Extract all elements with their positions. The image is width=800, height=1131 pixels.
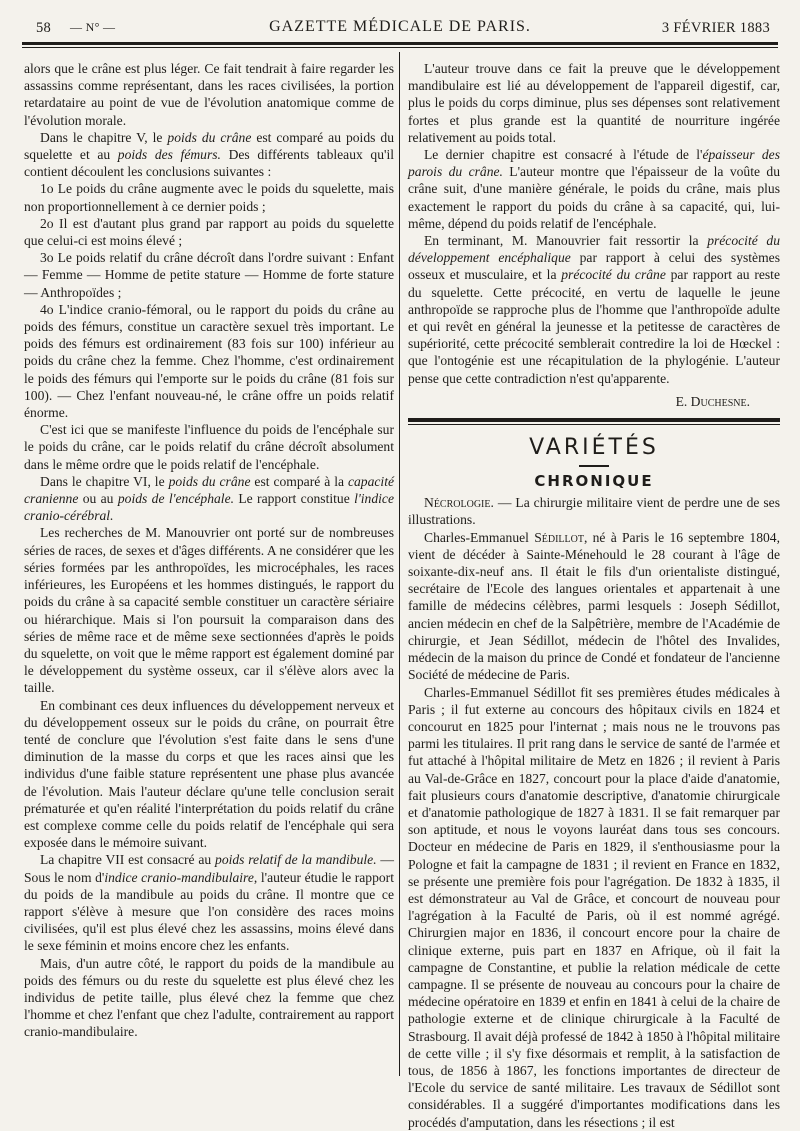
paragraph: En terminant, M. Manouvrier fait ressortir la précocité du développement encéphalique par rapport à celui des systèmes osseux et musculaire, et la précocité du crâne par rapport au reste du squelette. Cette précocité, en vertu de laquelle le jeune anthropoïde se rapproche plus de l'homme que l'anthropoïde adulte et qui revêt en général la jeunesse et la petitesse de caractères de supériorité, cette précocité semblerait contredire la loi de Hœckel : que l'ontogénie est une récapitulation de la phylogénie. L'auteur pense que cette contradiction n'est qu'apparente.	[408, 233, 780, 386]
paragraph: C'est ici que se manifeste l'influence du poids de l'encéphale sur le poids du crâne, car le poids relatif du crâne décroît absolument dans le même ordre que le poids relatif de l'encéphale.	[24, 422, 394, 472]
author-signature: E. Duchesne.	[675, 393, 750, 409]
title-underline	[579, 465, 609, 467]
issue-date: 3 FÉVRIER 1883	[661, 20, 770, 36]
list-item: 4o L'indice cranio-fémoral, ou le rapport du poids du crâne au poids des fémurs, constitue un caractère sexuel très important. Le poids des fémurs est ordinairement (83 fois sur 100) inférieur au poids du crâne chez la femme. Chez l'homme, c'est ordinairement le poids des fémurs qui l'emporte sur le poids du crâne (81 fois sur 100). — Chez l'enfant nouveau-né, le crâne offre un poids relatif énorme.	[24, 301, 394, 421]
paragraph: En combinant ces deux influences du développement nerveux et du développement osseux sur le poids du crâne, on pourrait être tenté de conclure que l'évolution s'est faite dans le sens d'une diminution de la masse du corps et que les races ainsi que les individus d'une faible stature représentent une phase plus avancée de l'évolution. Mais l'auteur déclare qu'une telle conclusion serait prématurée et qu'en réalité l'interprétation du poids relatif du crâne est complexe comme celle du poids relatif de l'encéphale qui sera exposée dans le mémoire suivant.	[24, 697, 394, 851]
paragraph: Nécrologie. — La chirurgie militaire vient de perdre une de ses illustrations.	[408, 495, 780, 528]
paragraph: Le dernier chapitre est consacré à l'étude de l'épaisseur des parois du crâne. L'auteur montre que l'épaisseur de la voûte du crâne suit, d'une manière générale, le poids du crâne, mais plus exactement le rapport du poids du crâne à sa capacité, qui, lui-même, dépend du poids relatif de l'encéphale.	[408, 147, 781, 231]
list-item: 3o Le poids relatif du crâne décroît dans l'ordre suivant : Enfant — Femme — Homme de petite stature — Homme de forte stature — Anthropoïdes ;	[24, 250, 394, 300]
paragraph: Mais, d'un autre côté, le rapport du poids de la mandibule au poids des fémurs ou du reste du squelette est plus élevé chez les individus de petite taille, plus élevé chez la femme que chez l'homme et chez l'enfant que chez l'adulte, contrairement au rapport cranio-mandibulaire.	[24, 955, 394, 1040]
paragraph: Charles-Emmanuel Sédillot, né à Paris le 16 septembre 1804, vient de décéder à Sainte-Ménehould le 28 courant à l'âge de soixante-dix-neuf ans. Il était le fils d'un orientaliste distingué, secrétaire de l'Ecole des langues orientales et appartenait à une famille de médecins célèbres, parmi lesquels : Joseph Sédillot, ancien médecin en chef de la Salpêtrière, membre de l'Académie de chirurgie, et Jean Sédillot, médecin de l'hôtel des Invalides, médecin de la maison du prince de Condé et fondateur de l'ancienne Société de médecine de Paris.	[408, 529, 780, 683]
journal-title: GAZETTE MÉDICALE DE PARIS.	[269, 18, 531, 35]
paragraph: Dans le chapitre V, le poids du crâne est comparé au poids du squelette et au poids des fémurs. Des différents tableaux qu'il contient découlent les conclusions suivantes :	[24, 129, 395, 180]
issue-number: — N° —	[70, 20, 116, 34]
paragraph: La chapitre VII est consacré au poids relatif de la mandibule. — Sous le nom d'indice cranio-mandibulaire, l'auteur étudie le rapport du poids de la mandibule au poids du crâne. Il montre que ce rapport s'élève à mesure que l'on considère des races moins civilisées, qu'il est plus élevé chez les assassins, moins élevé dans le sexe féminin et moins encore chez les enfants.	[24, 852, 394, 954]
header-rule-thick	[22, 42, 778, 45]
right-column	[408, 60, 781, 1130]
list-item: 1o Le poids du crâne augmente avec le poids du squelette, mais non proportionnellement à ce dernier poids ;	[24, 181, 394, 214]
column-divider	[399, 52, 400, 1076]
paragraph: alors que le crâne est plus léger. Ce fait tendrait à faire regarder les assassins comme représentant, dans les races civilisées, la portion retardataire au point de vue de l'évolution anatomique comme de l'évolution morale.	[24, 61, 394, 128]
paragraph: Les recherches de M. Manouvrier ont porté sur de nombreuses séries de races, de sexes et d'âges différents. A ne considérer que les séries formées par les anthropoïdes, les microcéphales, les races inférieures, les Européens et les hommes distingués, le rapport du poids du crâne à sa capacité semble constituer un caractère sériaire ou hiérarchique. Mais si l'on poursuit la comparaison dans des séries de même race et de même sexe sectionnées d'après le poids du squelette, on voit que le même rapport est également dominé par le développement du système osseux, car il s'élève alors avec la taille.	[24, 525, 394, 696]
page-number: 58	[36, 20, 52, 36]
list-item: 2o Il est d'autant plus grand par rapport au poids du squelette que celui-ci est moins élevé ;	[24, 215, 394, 249]
paragraph: Charles-Emmanuel Sédillot fit ses premières études médicales à Paris ; il fut externe au concours des hôpitaux civils en 1824 et concourut en 1825 pour l'internat ; mais nous ne le trouvons pas parmi les titulaires. Il prit rang dans le service de santé de l'armée et fut attaché à l'hôpital militaire de Metz en 1826 ; il revient à Paris au Val-de-Grâce en 1827, concourt pour la place d'aide d'anatomie, fait plusieurs cours d'anatomie descriptive, d'anatomie chirurgicale et d'anatomie pathologique de 1827 à 1831. Il se fait remarquer par son aptitude, et nous le voyons lauréat dans tous ses concours. Docteur en médecine de Paris en 1829, il s'enthousiasme pour la Pologne et fait la campagne de 1831 ; il revient en France en 1832, se présente une première fois pour l'agrégation. De 1832 à 1835, il est démonstrateur au Val de Grâce, et concourt de nouveau pour l'agrégation à la Faculté de Paris, où il est nommé agrégé. Chirurgien major en 1836, il concourt encore pour la chaire de clinique externe, puis part en 1837 en Afrique, où il fait la campagne de Constantine, et publie la relation médicale de cette campagne. Il se présente de nouveau au concours pour la chaire de médecine opératoire en 1839 et enfin en 1841 à celui de la chaire de pathologie externe et de clinique chirurgicale à la Faculté de Strasbourg. Il avait déjà professé de 1842 à 1850 à l'hôpital militaire de cette ville ; il s'y fixe désormais et remplit, à la satisfaction de tous, de 1856 à 1867, les fonctions importantes de directeur de l'Ecole du service de santé militaire. Les travaux de Sédillot sont considérables. Il a suggéré d'importantes modifications dans les procédés d'amputation, dans les résections ; il est	[408, 684, 780, 1130]
left-column	[24, 60, 394, 1076]
section-title: VARIÉTÉS	[529, 435, 659, 461]
header-rule-thin	[22, 47, 778, 48]
section-rule	[408, 418, 780, 425]
paragraph: Dans le chapitre VI, le poids du crâne est comparé à la capacité cranienne ou au poids de l'encéphale. Le rapport constitue l'indice cranio-cérébral.	[24, 473, 395, 524]
paragraph: L'auteur trouve dans ce fait la preuve que le développement mandibulaire est lié au développement de l'appareil digestif, car, plus le poids du corps diminue, plus ses dépenses sont relativement fortes et plus grande est la quantité de nourriture ingérée relativement au poids total.	[408, 61, 780, 145]
subsection-title: CHRONIQUE	[534, 472, 654, 491]
page-header	[0, 18, 800, 42]
